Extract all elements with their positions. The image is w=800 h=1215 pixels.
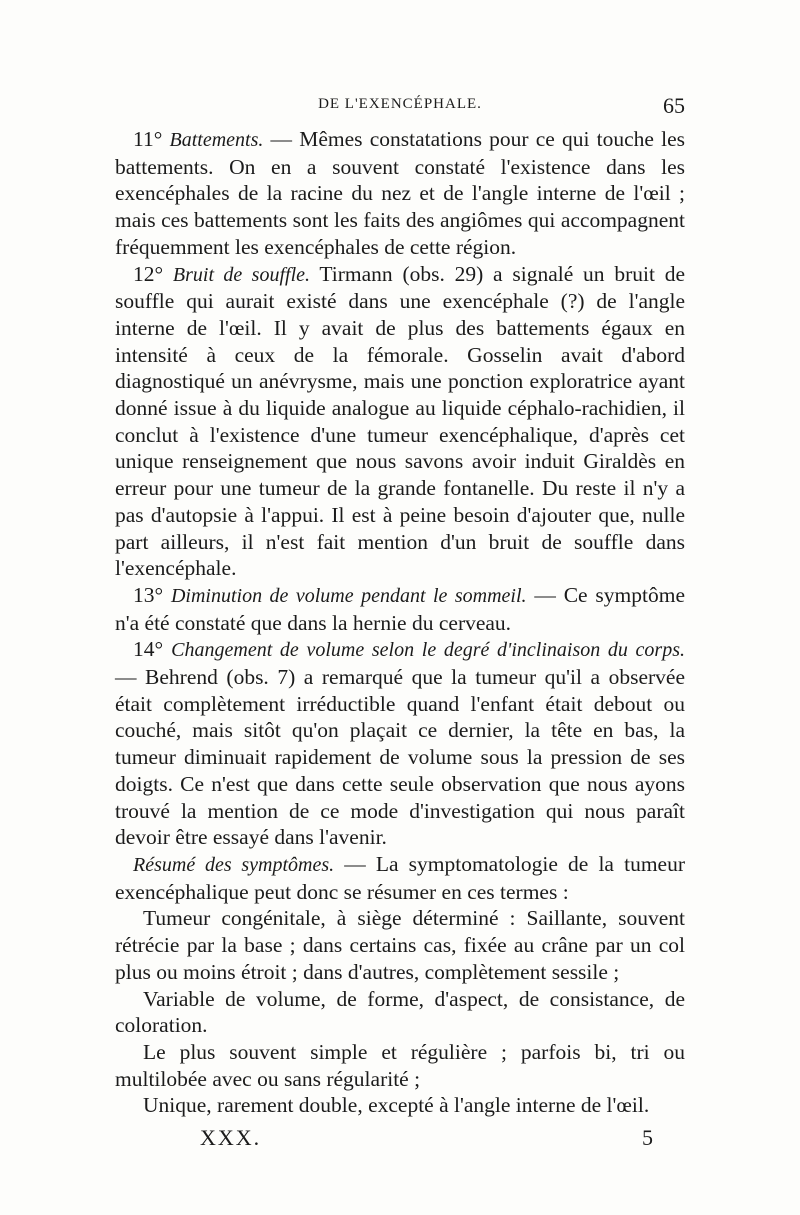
section-heading: Diminution de volume pendant le sommeil.: [170, 584, 527, 607]
section-text: — Mêmes constatations pour ce qui touche les battements. On en a souvent constaté l'existence dans les exencéphales de la racine du nez et de l'angle interne de l'œil ; mais ces battements sont les faits des angiômes qui accompagnent fréquemment les exencéphales de cette région.: [115, 127, 686, 259]
summary-item: Variable de volume, de forme, d'aspect, de consistance, de coloration.: [115, 986, 685, 1038]
page-number: 65: [663, 93, 685, 118]
section-number: 12°: [133, 261, 164, 286]
printer-signature-line: [115, 1125, 685, 1155]
section-number: 11°: [133, 127, 163, 151]
summary-item: Unique, rarement double, excepté à l'angle interne de l'œil.: [143, 1093, 650, 1118]
signature-mark: XXX.: [200, 1125, 262, 1150]
summary-item: Tumeur congénitale, à siège déterminé : Saillante, souvent rétrécie par la base ; dans certains cas, fixée au crâne par un col plus ou moins étroit ; dans d'autres, complètement sessile ;: [115, 906, 685, 984]
paragraph-bruit-de-souffle: [115, 261, 685, 582]
summary-heading: Résumé des symptômes.: [133, 853, 335, 876]
signature-number: 5: [642, 1125, 653, 1150]
paragraph-battements: [115, 126, 685, 261]
body-text: [115, 126, 685, 1119]
running-title: DE L'EXENCÉPHALE.: [318, 96, 482, 112]
section-number: 13°: [133, 582, 164, 607]
paragraph-changement-de-volume: [115, 636, 685, 851]
section-heading: Bruit de souffle.: [172, 263, 311, 286]
section-text: Tirmann (obs. 29) a signalé un bruit de souffle qui aurait existé dans une exencéphale (?) de l'angle interne de l'œil. Il y avait de plus des battements égaux en intensité à ceux de la fémorale. Gosselin avait d'abord diagnostiqué un anévrysme, mais une ponction exploratrice ayant donné issue à du liquide analogue au liquide céphalo-rachidien, il conclut à l'existence d'une tumeur exencéphalique, d'après cet unique renseignement que nous savons avoir induit Giraldès en erreur pour une tumeur de la grande fontanelle. Du reste il n'y a pas d'autopsie à l'appui. Il est à peine besoin d'ajouter que, nulle part ailleurs, il n'est fait mention d'un bruit de souffle dans l'exencéphale.: [115, 261, 685, 581]
section-text: — Behrend (obs. 7) a remarqué que la tumeur qu'il a observée était complètement irréductible quand l'enfant était debout ou couché, mais sitôt qu'on plaçait ce dernier, la tête en bas, la tumeur diminuait rapidement de volume sous la pression de ses doigts. Ce n'est que dans cette seule observation que nous ayons trouvé la mention de ce mode d'investigation qui nous paraît devoir être essayé dans l'avenir.: [115, 665, 685, 850]
section-text: — Ce symptôme n'a été constaté que dans la hernie du cerveau.: [115, 582, 685, 635]
summary-intro-text: — La symptomatologie de la tumeur exencéphalique peut donc se résumer en ces termes :: [115, 851, 685, 904]
running-head: [115, 93, 685, 126]
section-heading: Battements.: [169, 129, 264, 151]
paragraph-diminution-de-volume: [115, 582, 685, 636]
section-heading: Changement de volume selon le degré d'inclinaison du corps.: [171, 639, 685, 662]
summary-item: Le plus souvent simple et régulière ; parfois bi, tri ou multilobée avec ou sans régularité ;: [115, 1039, 685, 1091]
summary-intro: [115, 851, 685, 905]
section-number: 14°: [133, 637, 164, 662]
